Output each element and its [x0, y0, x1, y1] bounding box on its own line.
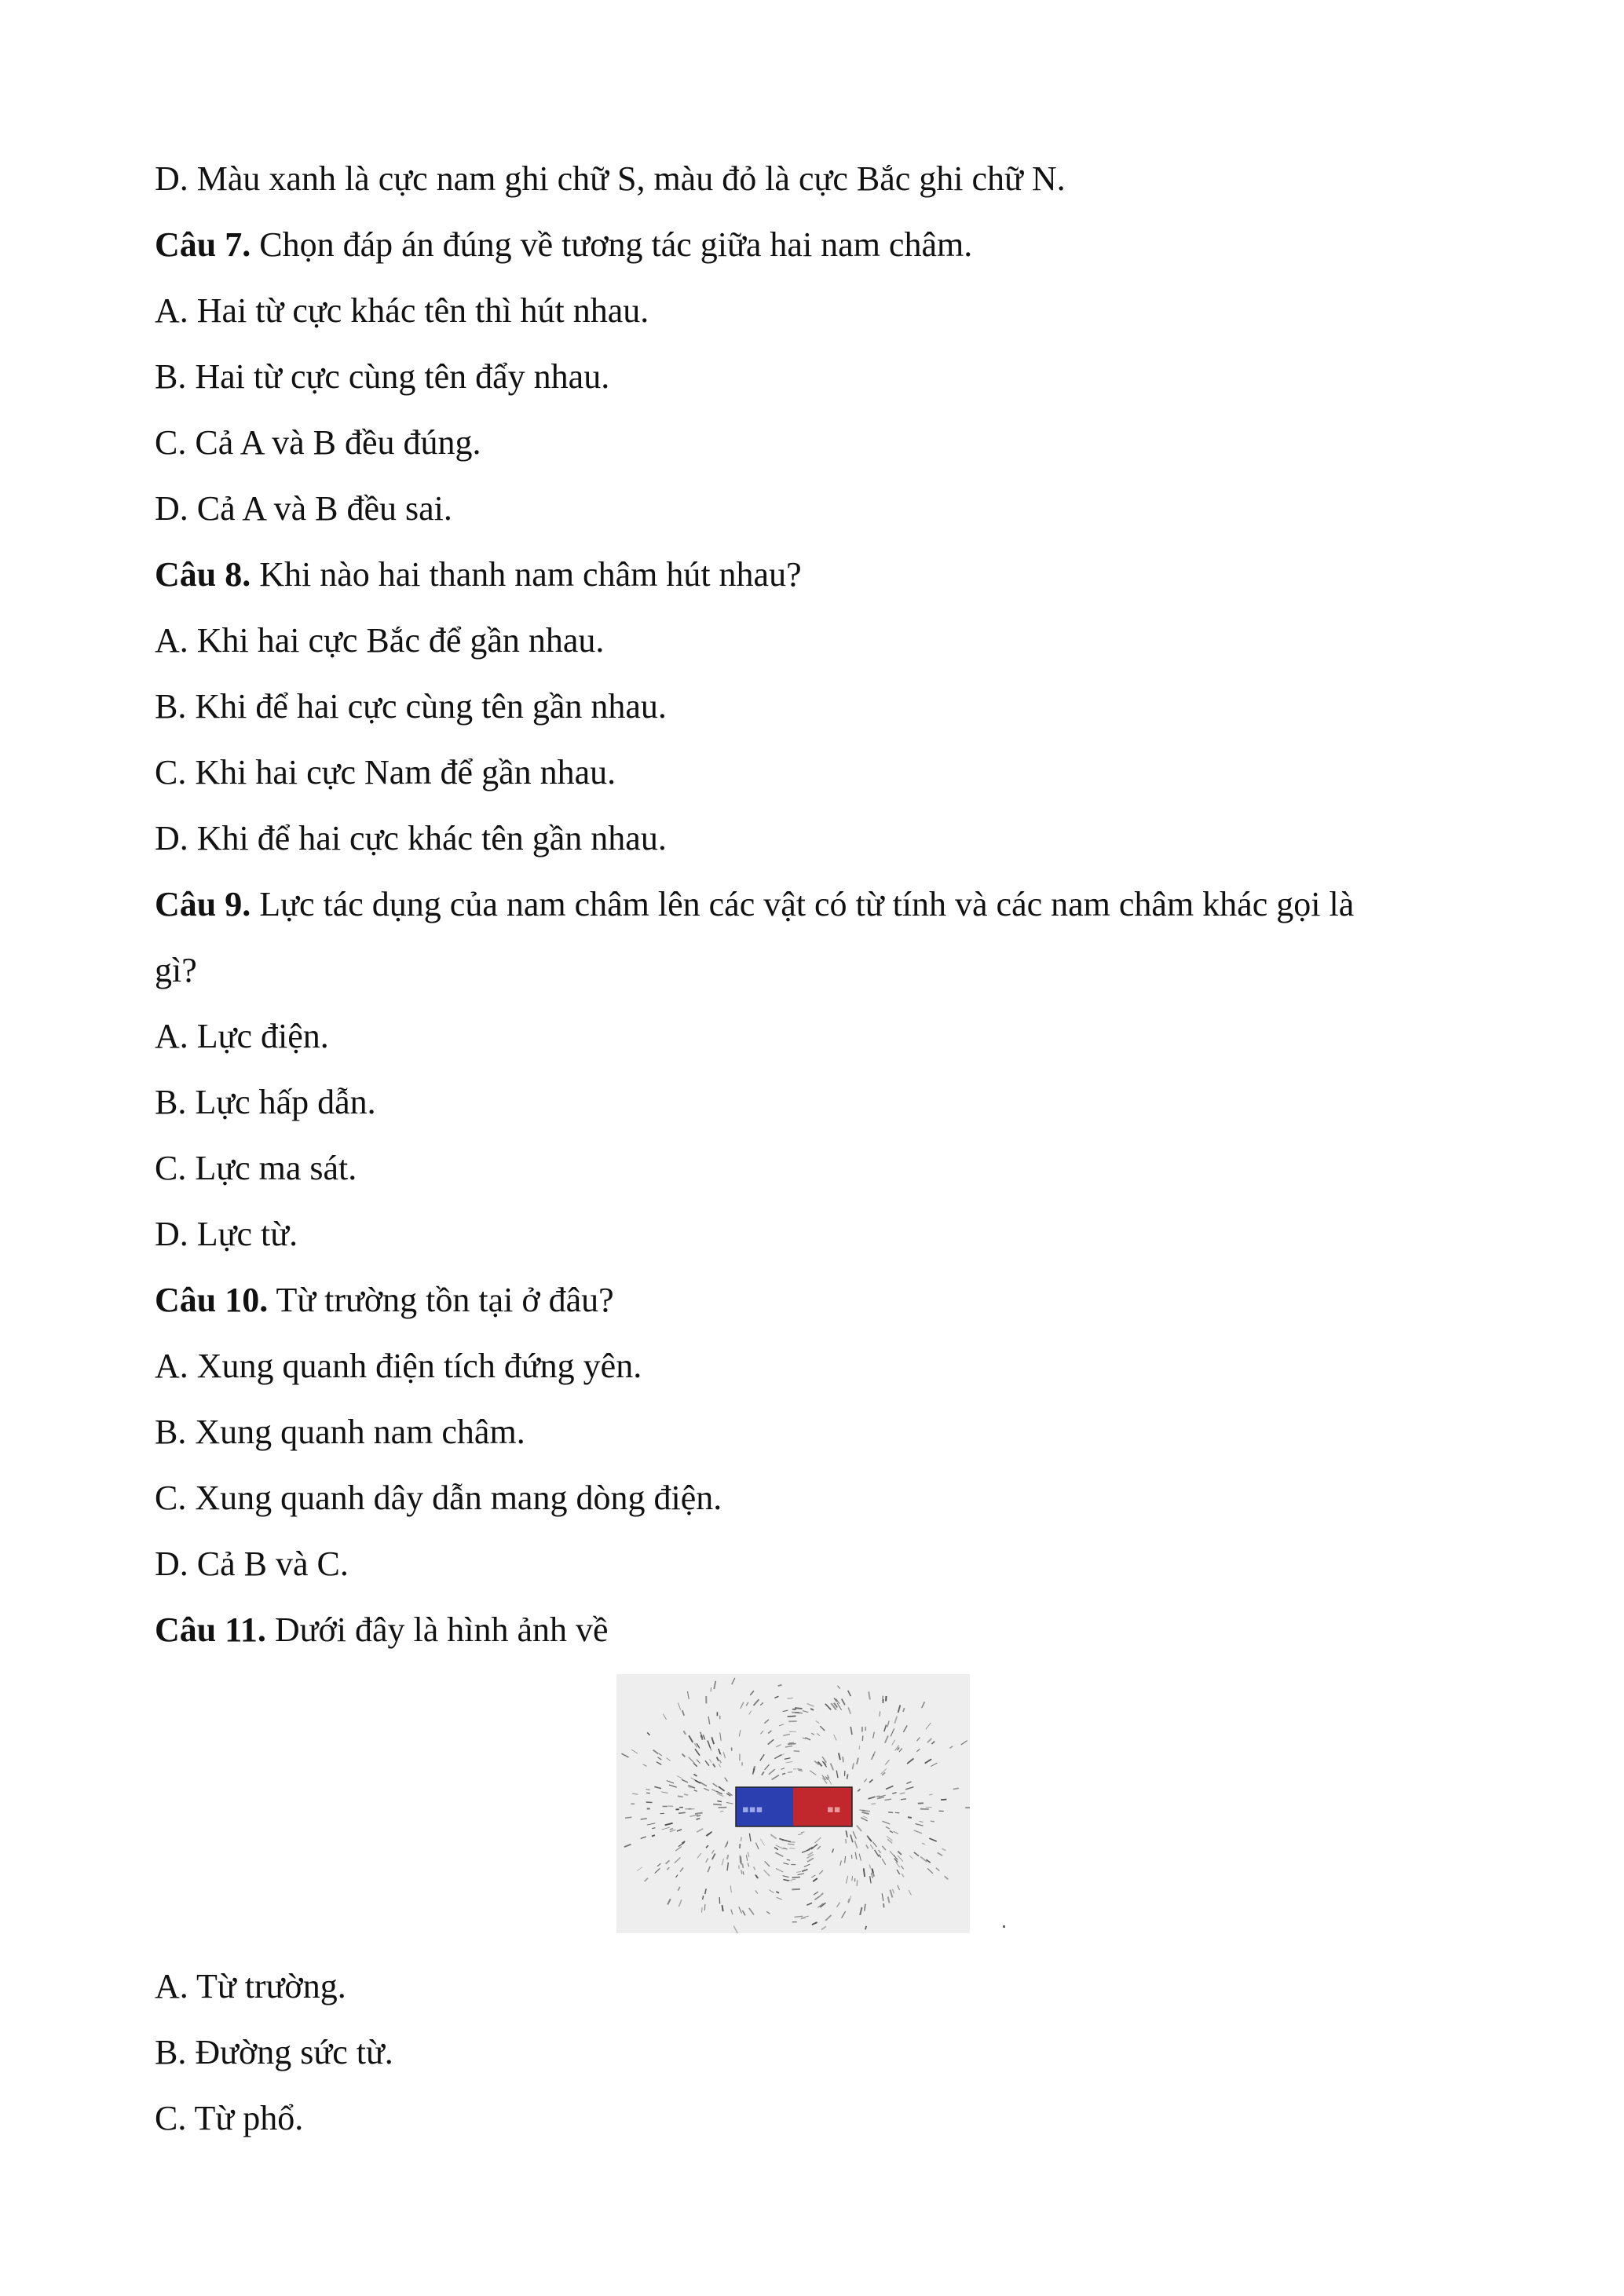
- question-number: Câu 11.: [155, 1610, 266, 1649]
- q8-option-b: [155, 674, 667, 740]
- line-text: C. Từ phổ.: [155, 2099, 304, 2137]
- line-text: B. Lực hấp dẫn.: [155, 1083, 376, 1121]
- q10-option-b: [155, 1399, 525, 1465]
- iron-filing: [684, 1794, 688, 1795]
- iron-filing: [883, 1903, 884, 1907]
- line-text: C. Xung quanh dây dẫn mang dòng điện.: [155, 1479, 722, 1517]
- line-text: D. Khi để hai cực khác tên gần nhau.: [155, 819, 667, 857]
- q7-option-c: [155, 410, 481, 476]
- iron-filing: [931, 1821, 935, 1822]
- iron-filing: [702, 1907, 703, 1913]
- line-text: B. Xung quanh nam châm.: [155, 1413, 525, 1451]
- magnet-engraving-left: ▪▪▪: [742, 1804, 763, 1815]
- iron-filing: [660, 1813, 664, 1814]
- iron-filing: [788, 1744, 796, 1745]
- iron-filing: [678, 1796, 683, 1797]
- q11-option-b: [155, 2020, 393, 2086]
- q7-option-d: [155, 476, 452, 542]
- iron-filing: [888, 1812, 893, 1813]
- line-text: C. Khi hai cực Nam để gần nhau.: [155, 753, 616, 792]
- q6-option-d: [155, 146, 1066, 212]
- iron-filing: [857, 1880, 858, 1886]
- iron-filing: [862, 1735, 863, 1741]
- iron-filing: [727, 1855, 728, 1859]
- question-11: [155, 1597, 609, 1663]
- figure-dot-mark: [1003, 1925, 1005, 1928]
- iron-filing: [792, 1877, 800, 1878]
- question-number: Câu 9.: [155, 885, 251, 923]
- iron-filing: [678, 1812, 686, 1813]
- line-text: gì?: [155, 951, 197, 989]
- line-text: D. Lực từ.: [155, 1215, 298, 1253]
- question-number: Câu 10.: [155, 1281, 269, 1319]
- iron-filing: [941, 1800, 946, 1801]
- magnet-field-figure: [616, 1674, 970, 1933]
- question-text: Dưới đây là hình ảnh về: [265, 1610, 609, 1649]
- iron-filing: [788, 1716, 796, 1717]
- iron-filing: [929, 1794, 933, 1795]
- question-text: Lực tác dụng của nam châm lên các vật có từ tính và các nam châm khác gọi là: [251, 885, 1355, 923]
- line-text: A. Từ trường.: [155, 1967, 346, 2005]
- q10-option-a: [155, 1333, 642, 1399]
- question-9-continued: [155, 938, 197, 1004]
- q9-option-a: [155, 1004, 329, 1069]
- iron-filing: [722, 1905, 723, 1911]
- iron-filing: [788, 1742, 794, 1743]
- q7-option-b: [155, 344, 609, 410]
- iron-filing: [788, 1772, 792, 1773]
- question-text: Chọn đáp án đúng về tương tác giữa hai nam châm.: [251, 225, 973, 264]
- line-text: A. Lực điện.: [155, 1017, 329, 1055]
- line-text: D. Cả B và C.: [155, 1545, 349, 1583]
- question-text: Từ trường tồn tại ở đâu?: [268, 1281, 614, 1319]
- question-number: Câu 8.: [155, 555, 251, 594]
- question-text: Khi nào hai thanh nam châm hút nhau?: [251, 555, 802, 594]
- iron-filing: [847, 1774, 848, 1779]
- line-text: B. Hai từ cực cùng tên đẩy nhau.: [155, 357, 610, 396]
- question-number: Câu 7.: [155, 225, 251, 264]
- line-text: A. Xung quanh điện tích đứng yên.: [155, 1347, 642, 1385]
- line-text: C. Cả A và B đều đúng.: [155, 423, 481, 462]
- q7-option-a: [155, 278, 649, 344]
- question-7: [155, 212, 972, 278]
- q9-option-d: [155, 1201, 298, 1267]
- iron-filing: [859, 1746, 860, 1749]
- line-text: B. Đường sức từ.: [155, 2033, 393, 2071]
- q11-option-c: [155, 2086, 303, 2152]
- magnet-north-pole: [793, 1787, 852, 1826]
- q8-option-c: [155, 740, 616, 806]
- line-text: D. Màu xanh là cực nam ghi chữ S, màu đỏ là cực Bắc ghi chữ N.: [155, 159, 1066, 198]
- iron-filing: [713, 1804, 722, 1805]
- q9-option-b: [155, 1069, 376, 1135]
- question-10: [155, 1267, 614, 1333]
- iron-filing: [846, 1839, 847, 1843]
- q8-option-d: [155, 806, 667, 872]
- iron-filing: [704, 1904, 705, 1910]
- iron-filing: [794, 1751, 799, 1752]
- iron-filings-image: [616, 1674, 970, 1933]
- q10-option-c: [155, 1465, 722, 1531]
- iron-filing: [740, 1844, 741, 1848]
- iron-filing: [703, 1896, 704, 1899]
- iron-filing: [625, 1817, 631, 1818]
- q11-option-a: [155, 1954, 346, 2020]
- line-text: A. Hai từ cực khác tên thì hút nhau.: [155, 291, 649, 330]
- magnet-engraving-right: ▪▪: [827, 1804, 841, 1815]
- iron-filing: [901, 1799, 906, 1800]
- iron-filing: [895, 1812, 899, 1813]
- iron-filing: [792, 1889, 800, 1890]
- iron-filing: [908, 1817, 912, 1818]
- iron-filing: [742, 1863, 743, 1868]
- q8-option-a: [155, 608, 604, 674]
- line-text: A. Khi hai cực Bắc để gần nhau.: [155, 621, 605, 660]
- line-text: D. Cả A và B đều sai.: [155, 489, 452, 528]
- q10-option-d: [155, 1531, 349, 1597]
- q9-option-c: [155, 1135, 357, 1201]
- question-9: [155, 872, 1354, 938]
- line-text: B. Khi để hai cực cùng tên gần nhau.: [155, 687, 667, 726]
- line-text: C. Lực ma sát.: [155, 1149, 357, 1187]
- question-8: [155, 542, 802, 608]
